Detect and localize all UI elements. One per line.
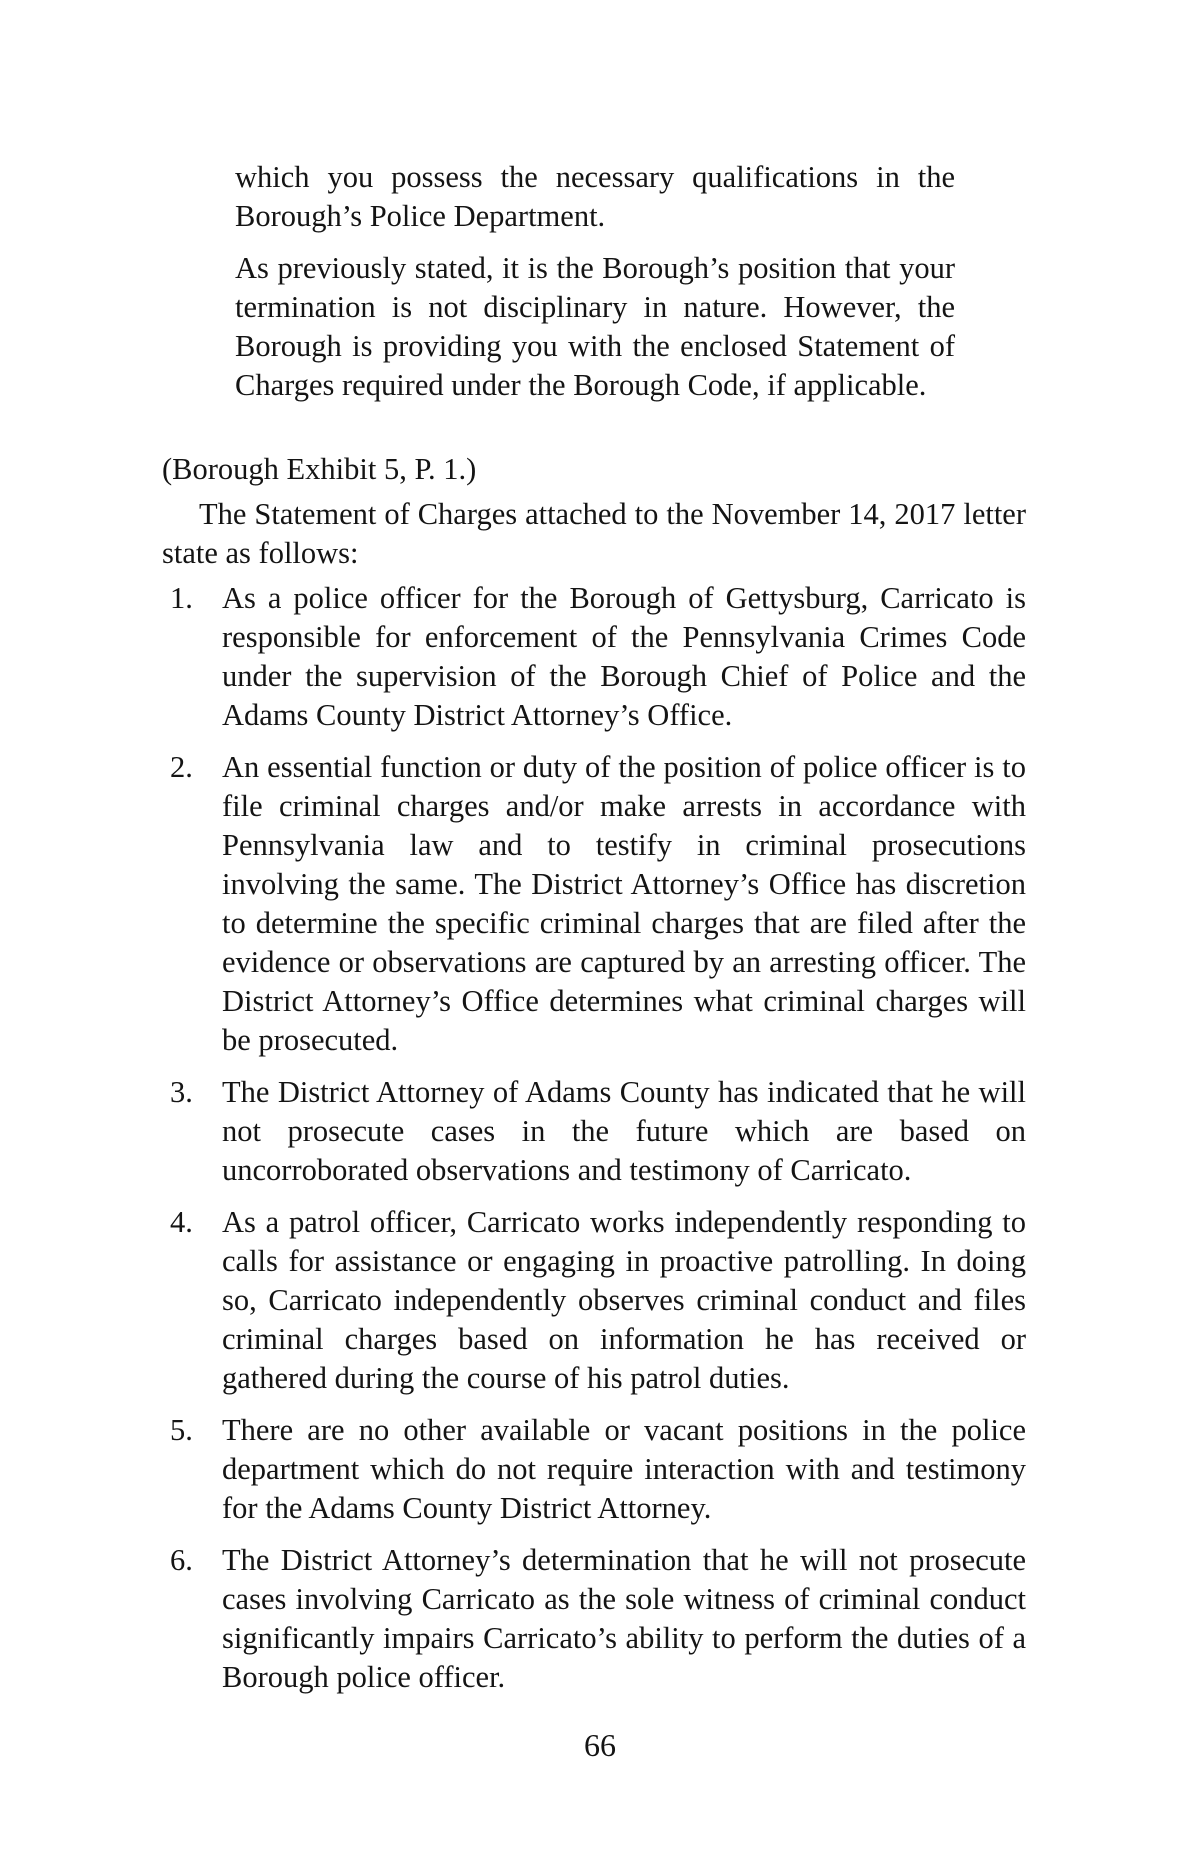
list-item-text: As a patrol officer, Carricato works independently responding to calls for assistance or engaging in proactive patrolling. In doing so, Carricato independently observes criminal conduct and files criminal charges based on information he has received or gathered during the course of his patrol duties. [222,1205,1026,1395]
list-item-number: 4. [170,1205,193,1239]
list-item-text: There are no other available or vacant positions in the police department which do not require interaction with and testimony for the Adams County District Attorney. [222,1413,1026,1525]
list-item-number: 1. [170,581,193,615]
list-item-text: The District Attorney of Adams County has indicated that he will not prosecute cases in the future which are based on uncorroborated observations and testimony of Carricato. [222,1075,1026,1187]
list-item [162,1203,1026,1398]
list-item-number: 5. [170,1413,193,1447]
list-item-number: 2. [170,750,193,784]
exhibit-citation: (Borough Exhibit 5, P. 1.) [162,452,477,486]
list-item [162,579,1026,735]
list-item [162,1541,1026,1697]
list-item [162,748,1026,1060]
page-number: 66 [584,1727,616,1763]
list-item-text: The District Attorney’s determination that he will not prosecute cases involving Carricato as the sole witness of criminal conduct significantly impairs Carricato’s ability to perform the duties of a Borough police officer. [222,1543,1026,1694]
list-item-number: 3. [170,1075,193,1109]
list-item-text: An essential function or duty of the position of police officer is to file criminal charges and/or make arrests in accordance with Pennsylvania law and to testify in criminal prosecutions involving the same. The District Attorney’s Office has discretion to determine the specific criminal charges that are filed after the evidence or observations are captured by an arresting officer. The District Attorney’s Office determines what criminal charges will be prosecuted. [222,750,1026,1057]
intro-paragraph: The Statement of Charges attached to the November 14, 2017 letter state as follows: [162,497,1026,570]
charges-list [162,579,1026,1710]
list-item [162,1411,1026,1528]
list-item-text: As a police officer for the Borough of Gettysburg, Carricato is responsible for enforcement of the Pennsylvania Crimes Code under the supervision of the Borough Chief of Police and the Adams County District Attorney’s Office. [222,581,1026,732]
list-item [162,1073,1026,1190]
block-quote-paragraph-1: which you possess the necessary qualifications in the Borough’s Police Department. [235,160,955,233]
list-item-number: 6. [170,1543,193,1577]
block-quote-paragraph-2: As previously stated, it is the Borough’s position that your termination is not disciplinary in nature. However, the Borough is providing you with the enclosed Statement of Charges required under the Borough Code, if applicable. [235,251,955,402]
